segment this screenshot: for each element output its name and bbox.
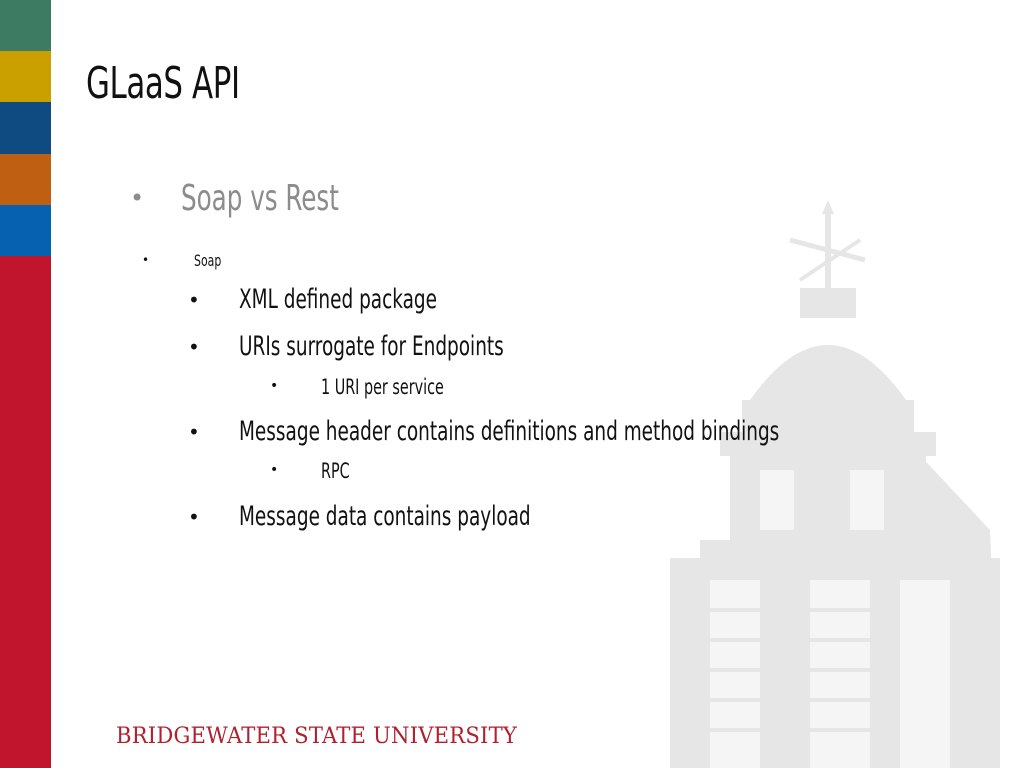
bullet-text: Message header contains definitions and method bindings xyxy=(239,416,780,447)
tower-watermark-image xyxy=(650,200,1024,768)
slide-title: GLaaS API xyxy=(86,58,240,109)
stripe-band-navy xyxy=(0,102,51,154)
bullet-text: Soap vs Rest xyxy=(181,178,339,219)
stripe-band-green xyxy=(0,0,51,51)
bullet-dot: • xyxy=(142,253,150,267)
bullet-text: Message data contains payload xyxy=(239,501,531,532)
bullet-dot: • xyxy=(270,462,279,478)
bullet-dot: • xyxy=(188,335,200,359)
bullet-text: XML defined package xyxy=(239,284,438,315)
bullet-dot: • xyxy=(188,420,200,444)
bullet-text: RPC xyxy=(321,459,350,483)
stripe-band-red xyxy=(0,256,51,768)
side-color-stripe xyxy=(0,0,51,768)
bullet-text: Soap xyxy=(194,251,222,270)
bullet-text: URIs surrogate for Endpoints xyxy=(239,331,504,362)
university-logo-wordmark: BRIDGEWATER STATE UNIVERSITY xyxy=(116,724,517,749)
bullet-dot: • xyxy=(270,378,279,394)
stripe-band-blue xyxy=(0,205,51,256)
bullet-dot: • xyxy=(188,288,200,312)
stripe-band-orange xyxy=(0,154,51,205)
bullet-text: 1 URI per service xyxy=(321,375,444,399)
bullet-dot: • xyxy=(130,184,145,212)
bullet-dot: • xyxy=(188,505,200,529)
stripe-band-gold xyxy=(0,51,51,102)
